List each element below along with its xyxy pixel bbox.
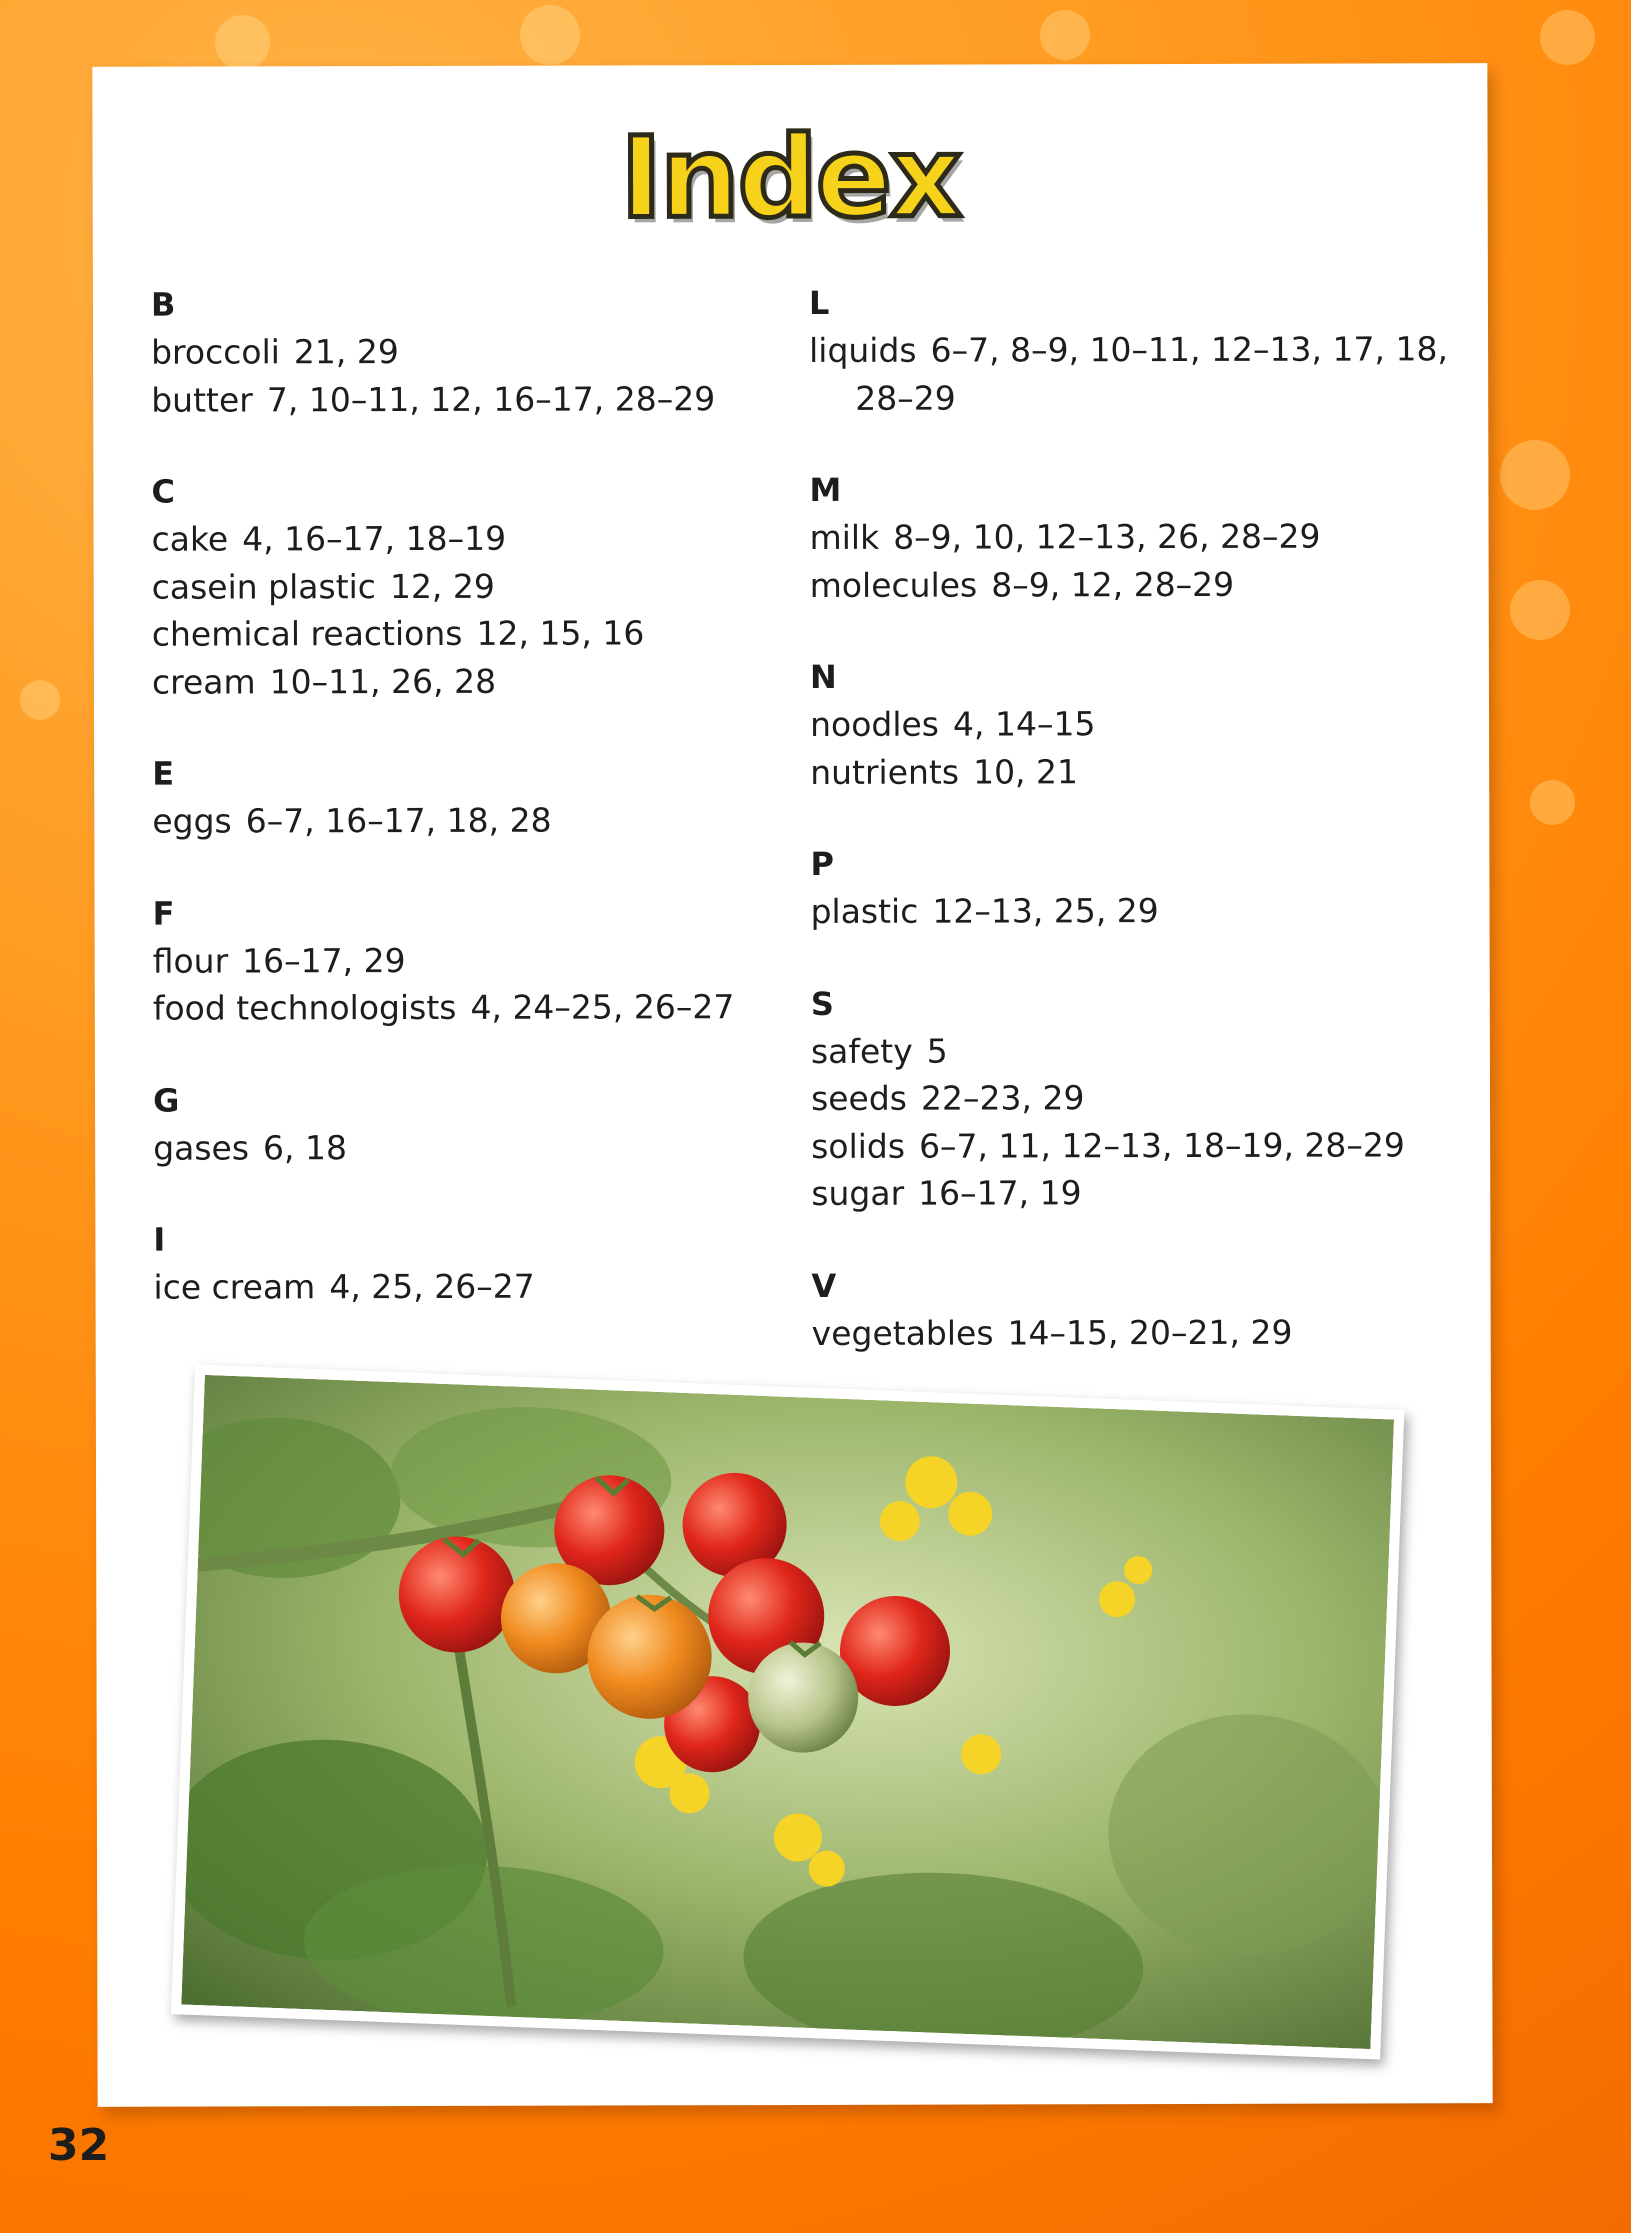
index-group-v: [811, 1261, 1451, 1357]
index-page-refs: 6, 18: [262, 1127, 348, 1167]
index-entry: [153, 1262, 793, 1311]
index-term: cake: [151, 519, 229, 559]
bokeh-dot: [1500, 440, 1570, 510]
bokeh-dot: [1040, 10, 1090, 60]
index-letter-heading: C: [151, 472, 175, 511]
index-column-right: [809, 278, 1452, 1402]
index-entry: [811, 1121, 1451, 1170]
index-column-left: [151, 280, 794, 1356]
index-page-refs: 10, 21: [972, 751, 1079, 792]
index-page-refs: 4, 16–17, 18–19: [242, 518, 507, 559]
index-group-n: [810, 652, 1450, 796]
index-term: molecules: [809, 565, 978, 605]
index-group-s: [811, 979, 1452, 1218]
index-page-refs: 10–11, 26, 28: [269, 661, 497, 701]
index-term: sugar: [811, 1173, 905, 1213]
index-group-l: [809, 278, 1449, 422]
index-term: nutrients: [810, 752, 960, 792]
index-term: solids: [811, 1126, 906, 1166]
index-page-refs: 16–17, 29: [242, 940, 406, 980]
index-term: flour: [152, 940, 229, 981]
index-entry: [811, 1073, 1451, 1122]
index-page-refs: 12–13, 25, 29: [932, 891, 1159, 931]
index-page-refs: 16–17, 19: [918, 1173, 1082, 1213]
page-title: Index: [620, 112, 961, 244]
index-letter-heading: B: [150, 285, 176, 324]
index-letter-heading: F: [152, 894, 175, 933]
index-term: cream: [151, 661, 256, 702]
index-page-refs: 4, 25, 26–27: [329, 1266, 535, 1307]
index-letter-heading: M: [809, 470, 842, 509]
index-page-refs: 12, 15, 16: [476, 613, 645, 653]
index-term: gases: [153, 1127, 250, 1168]
index-page-refs: 7, 10–11, 12, 16–17, 28–29: [266, 378, 716, 419]
tomato-photo-image: [181, 1375, 1394, 2049]
bokeh-dot: [520, 5, 580, 65]
index-page-refs: 5: [926, 1031, 948, 1071]
bokeh-dot: [1540, 10, 1595, 65]
index-entry: [810, 560, 1450, 609]
index-entry: [152, 562, 792, 611]
index-entry: [810, 512, 1450, 561]
index-term: ice cream: [153, 1267, 316, 1307]
index-letter-heading: N: [809, 657, 837, 696]
index-entry: [812, 1308, 1452, 1357]
index-term: butter: [151, 379, 253, 420]
tomato-photo: [181, 1375, 1394, 2049]
index-page-refs: 6–7, 8–9, 10–11, 12–13, 17, 18, 28–29: [855, 329, 1448, 418]
bokeh-dot: [215, 15, 270, 70]
bokeh-dot: [20, 680, 60, 720]
index-term: liquids: [809, 330, 917, 370]
index-letter-heading: P: [810, 844, 834, 883]
index-term: broccoli: [151, 332, 280, 372]
index-page-refs: 6–7, 11, 12–13, 18–19, 28–29: [918, 1124, 1405, 1166]
index-entry: [811, 1026, 1451, 1075]
index-letter-heading: G: [152, 1081, 180, 1120]
index-page-refs: 14–15, 20–21, 29: [1007, 1312, 1293, 1352]
index-entry: [810, 747, 1450, 796]
index-entry: [811, 1168, 1451, 1217]
index-entry: [153, 1122, 793, 1171]
index-page-refs: 12, 29: [389, 566, 495, 606]
index-group-b: [151, 280, 791, 424]
index-term: plastic: [810, 891, 919, 931]
index-entry: [809, 325, 1449, 422]
index-term: vegetables: [811, 1312, 994, 1353]
bokeh-dot: [1530, 780, 1575, 825]
index-page-refs: 6–7, 16–17, 18, 28: [245, 800, 552, 841]
index-entry: [810, 699, 1450, 748]
index-group-c: [151, 467, 792, 706]
index-letter-heading: S: [810, 984, 834, 1023]
index-entry: [151, 327, 791, 376]
index-group-p: [810, 839, 1450, 935]
tomato-photo-frame: [171, 1365, 1405, 2060]
index-entry: [152, 657, 792, 706]
bokeh-dot: [1510, 580, 1570, 640]
index-entry: [152, 609, 792, 658]
index-term: seeds: [810, 1078, 908, 1118]
index-page-refs: 4, 14–15: [952, 704, 1096, 744]
index-term: casein plastic: [151, 566, 376, 607]
index-page-refs: 21, 29: [293, 332, 399, 372]
index-page-refs: 8–9, 12, 28–29: [991, 564, 1235, 604]
index-page-refs: 22–23, 29: [920, 1078, 1085, 1118]
index-term: safety: [810, 1031, 913, 1071]
index-group-e: [152, 749, 792, 845]
index-letter-heading: L: [808, 283, 830, 322]
index-entry: [152, 796, 792, 845]
index-page-refs: 8–9, 10, 12–13, 26, 28–29: [893, 516, 1321, 557]
page-number: 32: [48, 2120, 110, 2171]
index-letter-heading: I: [153, 1220, 166, 1259]
index-letter-heading: V: [811, 1266, 837, 1305]
index-entry: [153, 935, 793, 984]
index-term: milk: [809, 517, 880, 557]
index-group-m: [809, 465, 1449, 609]
index-page-refs: 4, 24–25, 26–27: [470, 987, 735, 1027]
index-term: chemical reactions: [151, 613, 463, 654]
index-letter-heading: E: [152, 754, 175, 793]
index-entry: [151, 375, 791, 424]
index-term: food technologists: [152, 987, 457, 1028]
index-group-i: [153, 1215, 793, 1311]
index-entry: [152, 514, 792, 563]
index-entry: [153, 983, 793, 1032]
index-term: noodles: [810, 704, 940, 744]
index-entry: [810, 886, 1450, 935]
index-page: [92, 63, 1492, 2107]
index-group-f: [152, 888, 792, 1032]
index-group-g: [153, 1075, 793, 1171]
index-term: eggs: [152, 801, 232, 841]
